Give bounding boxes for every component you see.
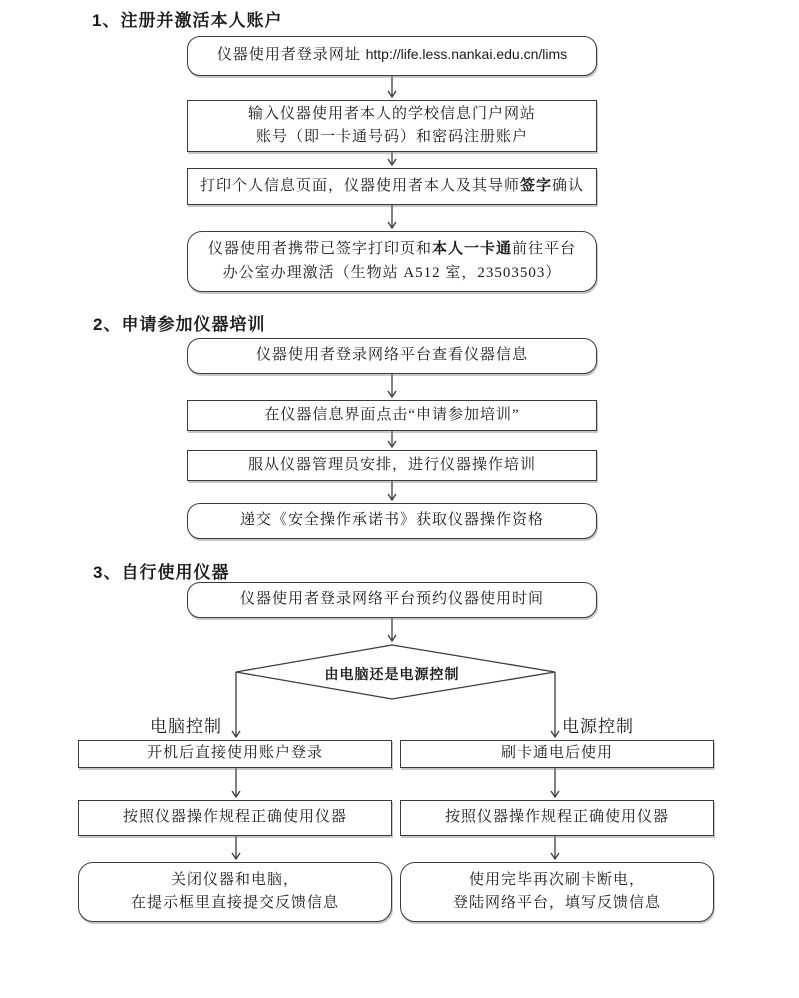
text-part: 仪器使用者登录网址 bbox=[216, 47, 366, 64]
text-part: 仪器使用者携带已签字打印页和 bbox=[207, 241, 432, 258]
box-text-line: 按照仪器操作规程正确使用仪器 bbox=[122, 809, 347, 826]
section1-box-print-sign bbox=[187, 168, 597, 205]
box-text-line: 仪器使用者登录网络平台查看仪器信息 bbox=[255, 347, 528, 364]
box-text-line: 关闭仪器和电脑， bbox=[170, 871, 299, 888]
section3-heading: 3、自行使用仪器 bbox=[93, 563, 230, 582]
right-box-use-correctly bbox=[400, 800, 714, 836]
box-text-line: 递交《安全操作承诺书》获取仪器操作资格 bbox=[239, 512, 544, 529]
section1-box-login-url bbox=[187, 36, 597, 76]
flow-arrow bbox=[232, 836, 240, 859]
flow-arrow bbox=[232, 672, 240, 737]
box-text-line: 按照仪器操作规程正确使用仪器 bbox=[444, 809, 669, 826]
flow-arrow bbox=[551, 768, 559, 797]
box-text-line: 办公室办理激活（生物站 A512 室，23503503） bbox=[222, 264, 562, 281]
text-part-bold: 签字 bbox=[519, 177, 552, 194]
flow-arrow bbox=[388, 76, 396, 97]
login-url-text: http://life.less.nankai.edu.cn/lims bbox=[365, 46, 568, 63]
box-text-line: 在仪器信息界面点击“申请参加培训” bbox=[264, 406, 520, 423]
right-box-swipe-card-use bbox=[400, 740, 714, 768]
flow-arrow bbox=[388, 481, 396, 500]
branch-left-label: 电脑控制 bbox=[150, 717, 222, 736]
flow-arrow bbox=[388, 374, 396, 397]
section2-heading: 2、申请参加仪器培训 bbox=[93, 315, 266, 334]
box-text-line: 刷卡通电后使用 bbox=[500, 745, 613, 762]
flow-arrow bbox=[388, 152, 396, 165]
decision-label: 由电脑还是电源控制 bbox=[324, 666, 460, 682]
section2-box-follow-training bbox=[187, 450, 597, 481]
box-text-line bbox=[208, 238, 576, 261]
flow-arrow bbox=[551, 836, 559, 859]
section1-heading: 1、注册并激活本人账户 bbox=[92, 11, 283, 30]
box-text-line: 登陆网络平台，填写反馈信息 bbox=[452, 895, 661, 911]
section3-box-reserve-time bbox=[187, 582, 597, 618]
box-text-line: 服从仪器管理员安排，进行仪器操作培训 bbox=[247, 456, 536, 473]
right-box-poweroff-feedback bbox=[400, 862, 714, 922]
section2-box-submit-commitment bbox=[187, 503, 597, 539]
box-text-line bbox=[217, 44, 567, 67]
box-text-line: 开机后直接使用账户登录 bbox=[146, 745, 323, 762]
flow-arrow bbox=[551, 672, 559, 737]
text-part: 打印个人信息页面，仪器使用者本人及其导师 bbox=[199, 177, 520, 194]
left-box-shutdown-feedback bbox=[78, 862, 392, 922]
box-text-line: 使用完毕再次刷卡断电， bbox=[468, 871, 645, 888]
section2-box-apply-training bbox=[187, 400, 597, 431]
branch-right-label: 电源控制 bbox=[562, 717, 634, 736]
text-part: 确认 bbox=[552, 177, 585, 194]
left-box-login-after-boot bbox=[78, 740, 392, 768]
section2-box-view-info bbox=[187, 338, 597, 374]
flow-arrow bbox=[388, 618, 396, 641]
box-text-line: 在提示框里直接提交反馈信息 bbox=[130, 895, 339, 911]
text-part: 前往平台 bbox=[512, 241, 577, 258]
box-text-line bbox=[200, 175, 584, 198]
box-text-line: 账号（即一卡通号码）和密码注册账户 bbox=[255, 129, 528, 145]
box-text-line: 仪器使用者登录网络平台预约仪器使用时间 bbox=[239, 591, 544, 608]
flow-arrow bbox=[388, 431, 396, 447]
text-part-bold: 本人一卡通 bbox=[431, 241, 512, 258]
flow-arrow bbox=[388, 205, 396, 228]
left-box-use-correctly bbox=[78, 800, 392, 836]
flow-arrow bbox=[232, 768, 240, 797]
section1-box-activate bbox=[187, 231, 597, 292]
section1-box-register-account bbox=[187, 100, 597, 152]
box-text-line: 输入仪器使用者本人的学校信息门户网站 bbox=[247, 105, 536, 122]
